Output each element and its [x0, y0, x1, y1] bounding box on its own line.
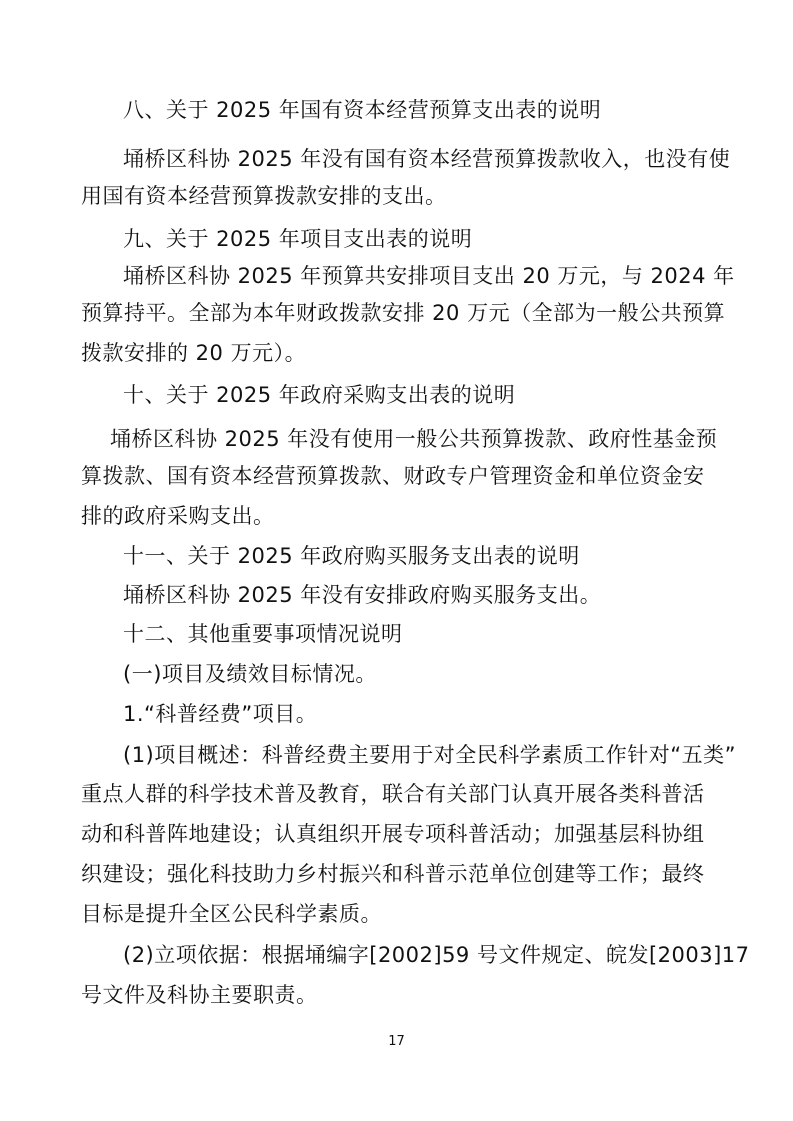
paragraph-line: 拨款安排的 20 万元）。	[81, 341, 307, 365]
paragraph-line: 目标是提升全区公民科学素质。	[81, 902, 382, 926]
page-number: 17	[388, 1034, 405, 1049]
paragraph-line: 动和科普阵地建设；认真组织开展专项科普活动；加强基层科协组	[81, 822, 705, 846]
section-heading-9: 九、关于 2025 年项目支出表的说明	[123, 227, 473, 251]
section-heading-12: 十二、其他重要事项情况说明	[123, 622, 403, 646]
paragraph-line: 预算持平。全部为本年财政拨款安排 20 万元（全部为一般公共预算	[81, 301, 726, 325]
subsection-heading: (一)项目及绩效目标情况。	[123, 662, 377, 686]
section-heading-10: 十、关于 2025 年政府采购支出表的说明	[123, 383, 516, 407]
paragraph-line: 埇桥区科协 2025 年预算共安排项目支出 20 万元，与 2024 年	[123, 264, 735, 288]
section-heading-11: 十一、关于 2025 年政府购买服务支出表的说明	[123, 544, 580, 568]
paragraph-line: (1)项目概述：科普经费主要用于对全民科学素质工作针对“五类”	[123, 743, 737, 767]
paragraph-line: 号文件及科协主要职责。	[81, 983, 318, 1007]
paragraph-line: 排的政府采购支出。	[81, 504, 275, 528]
paragraph-line: 用国有资本经营预算拨款安排的支出。	[81, 184, 447, 208]
paragraph-line: 埇桥区科协 2025 年没有使用一般公共预算拨款、政府性基金预	[110, 427, 718, 451]
section-heading-8: 八、关于 2025 年国有资本经营预算支出表的说明	[123, 98, 602, 122]
paragraph-line: 织建设；强化科技助力乡村振兴和科普示范单位创建等工作；最终	[81, 862, 705, 886]
paragraph-line: (2)立项依据：根据埇编字[2002]59 号文件规定、皖发[2003]17	[123, 943, 750, 967]
paragraph-line: 埇桥区科协 2025 年没有安排政府购买服务支出。	[123, 583, 602, 607]
paragraph-line: 埇桥区科协 2025 年没有国有资本经营预算拨款收入，也没有使	[123, 147, 731, 171]
paragraph-line: 算拨款、国有资本经营预算拨款、财政专户管理资金和单位资金安	[81, 464, 705, 488]
paragraph-line: 重点人群的科学技术普及教育，联合有关部门认真开展各类科普活	[81, 782, 705, 806]
item-heading: 1.“科普经费”项目。	[123, 702, 318, 726]
